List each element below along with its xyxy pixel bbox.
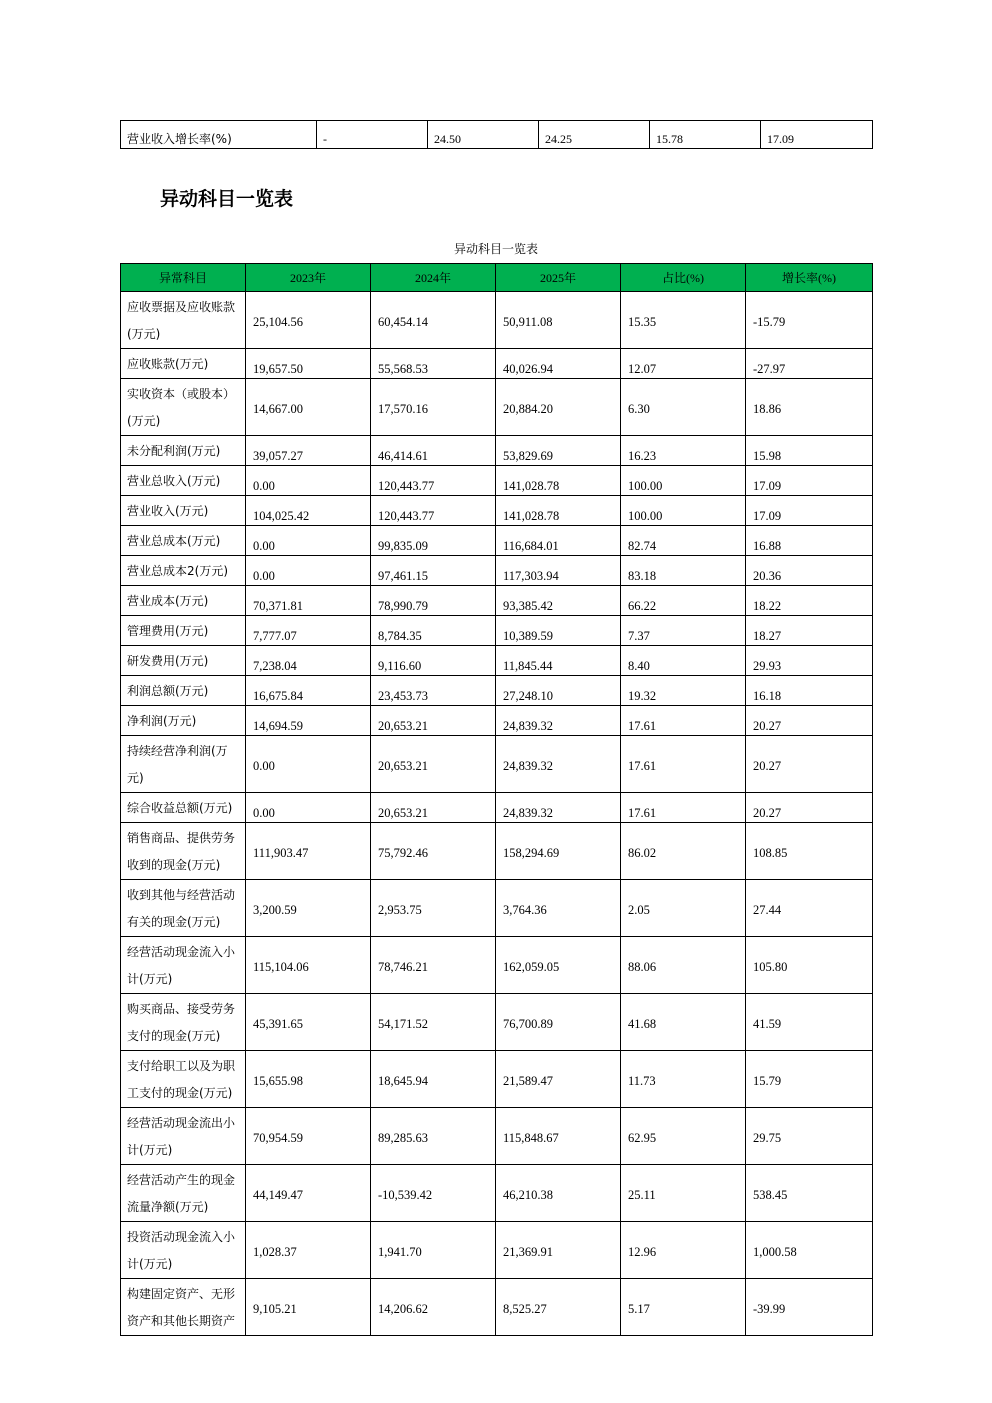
value-cell: 17.09	[746, 466, 873, 496]
column-header: 增长率(%)	[746, 264, 873, 292]
row-label: 营业收入增长率(%)	[121, 121, 317, 149]
table-row	[121, 556, 873, 586]
value-cell: 17,570.16	[371, 379, 496, 436]
item-label: 营业收入(万元)	[121, 496, 246, 526]
item-label: 支付给职工以及为职工支付的现金(万元)	[121, 1051, 246, 1108]
value-cell: 14,694.59	[246, 706, 371, 736]
value-cell: 18,645.94	[371, 1051, 496, 1108]
item-label: 应收账款(万元)	[121, 349, 246, 379]
item-label: 利润总额(万元)	[121, 676, 246, 706]
table-row	[121, 793, 873, 823]
value-cell: 1,941.70	[371, 1222, 496, 1279]
item-label: 未分配利润(万元)	[121, 436, 246, 466]
value-cell: 78,990.79	[371, 586, 496, 616]
value-cell: 46,414.61	[371, 436, 496, 466]
value-cell: 158,294.69	[496, 823, 621, 880]
column-header: 2023年	[246, 264, 371, 292]
value-cell: 15.35	[621, 292, 746, 349]
column-header: 2024年	[371, 264, 496, 292]
value-cell: 20,653.21	[371, 706, 496, 736]
item-label: 实收资本（或股本）(万元)	[121, 379, 246, 436]
value-cell: 20,653.21	[371, 793, 496, 823]
value-cell: 17.61	[621, 736, 746, 793]
value-cell: -27.97	[746, 349, 873, 379]
table-row	[121, 937, 873, 994]
item-label: 收到其他与经营活动有关的现金(万元)	[121, 880, 246, 937]
value-cell: 115,104.06	[246, 937, 371, 994]
value-cell: 45,391.65	[246, 994, 371, 1051]
value-cell: 120,443.77	[371, 466, 496, 496]
item-label: 营业总成本2(万元)	[121, 556, 246, 586]
value-cell: 27,248.10	[496, 676, 621, 706]
value-cell: 7,238.04	[246, 646, 371, 676]
header-row	[121, 264, 873, 292]
value-cell: 50,911.08	[496, 292, 621, 349]
item-label: 营业成本(万元)	[121, 586, 246, 616]
value-cell: 0.00	[246, 526, 371, 556]
value-cell: 8.40	[621, 646, 746, 676]
value-cell: 162,059.05	[496, 937, 621, 994]
value-cell: 86.02	[621, 823, 746, 880]
value-cell: 1,000.58	[746, 1222, 873, 1279]
column-header: 2025年	[496, 264, 621, 292]
value-cell: 100.00	[621, 466, 746, 496]
value-cell: 141,028.78	[496, 496, 621, 526]
table-row	[121, 292, 873, 349]
value-cell: 93,385.42	[496, 586, 621, 616]
item-label: 综合收益总额(万元)	[121, 793, 246, 823]
value-cell: 15.98	[746, 436, 873, 466]
value-cell: 14,667.00	[246, 379, 371, 436]
value-cell: 20.27	[746, 793, 873, 823]
value-cell: 75,792.46	[371, 823, 496, 880]
value-cell: 17.09	[746, 496, 873, 526]
value-cell: 16,675.84	[246, 676, 371, 706]
value-cell: 15,655.98	[246, 1051, 371, 1108]
item-label: 持续经营净利润(万元)	[121, 736, 246, 793]
value-cell: -15.79	[746, 292, 873, 349]
table-row	[121, 496, 873, 526]
value-cell: 3,764.36	[496, 880, 621, 937]
value-cell: 21,589.47	[496, 1051, 621, 1108]
item-label: 研发费用(万元)	[121, 646, 246, 676]
value-cell: 54,171.52	[371, 994, 496, 1051]
value-cell: 70,954.59	[246, 1108, 371, 1165]
table-row	[121, 436, 873, 466]
value-cell: 55,568.53	[371, 349, 496, 379]
value-cell: 83.18	[621, 556, 746, 586]
value-cell: 0.00	[246, 466, 371, 496]
value-cell: 97,461.15	[371, 556, 496, 586]
value-cell: 7,777.07	[246, 616, 371, 646]
value-cell: 19.32	[621, 676, 746, 706]
item-label: 净利润(万元)	[121, 706, 246, 736]
value-cell: 20.36	[746, 556, 873, 586]
table-row	[121, 1108, 873, 1165]
value-cell: 15.79	[746, 1051, 873, 1108]
value-cell: 88.06	[621, 937, 746, 994]
table-row	[121, 379, 873, 436]
table-caption: 异动科目一览表	[453, 242, 538, 256]
value-cell: 11.73	[621, 1051, 746, 1108]
value-cell: 2,953.75	[371, 880, 496, 937]
value-cell: 89,285.63	[371, 1108, 496, 1165]
value-cell: 120,443.77	[371, 496, 496, 526]
value-cell: 17.09	[761, 121, 873, 149]
value-cell: 25.11	[621, 1165, 746, 1222]
table-row	[121, 736, 873, 793]
value-cell: 8,784.35	[371, 616, 496, 646]
value-cell: 21,369.91	[496, 1222, 621, 1279]
item-label: 营业总收入(万元)	[121, 466, 246, 496]
value-cell: 18.22	[746, 586, 873, 616]
value-cell: 18.27	[746, 616, 873, 646]
value-cell: 15.78	[650, 121, 761, 149]
value-cell: 44,149.47	[246, 1165, 371, 1222]
value-cell: 27.44	[746, 880, 873, 937]
item-label: 经营活动现金流出小计(万元)	[121, 1108, 246, 1165]
value-cell: 23,453.73	[371, 676, 496, 706]
item-label: 投资活动现金流入小计(万元)	[121, 1222, 246, 1279]
abnormal-items-table	[120, 263, 873, 1336]
value-cell: 17.61	[621, 793, 746, 823]
table-row	[121, 994, 873, 1051]
item-label: 购买商品、接受劳务支付的现金(万元)	[121, 994, 246, 1051]
value-cell: 76,700.89	[496, 994, 621, 1051]
table-row	[121, 616, 873, 646]
value-cell: 46,210.38	[496, 1165, 621, 1222]
item-label: 应收票据及应收账款(万元)	[121, 292, 246, 349]
value-cell: 99,835.09	[371, 526, 496, 556]
table-row	[121, 823, 873, 880]
item-label: 构建固定资产、无形资产和其他长期资产	[121, 1279, 246, 1336]
value-cell: 62.95	[621, 1108, 746, 1165]
value-cell: 24,839.32	[496, 706, 621, 736]
value-cell: 82.74	[621, 526, 746, 556]
value-cell: 20,653.21	[371, 736, 496, 793]
value-cell: 538.45	[746, 1165, 873, 1222]
value-cell: 12.07	[621, 349, 746, 379]
value-cell: 17.61	[621, 706, 746, 736]
value-cell: 60,454.14	[371, 292, 496, 349]
value-cell: 104,025.42	[246, 496, 371, 526]
value-cell: 29.93	[746, 646, 873, 676]
value-cell: 20.27	[746, 736, 873, 793]
table-row	[121, 586, 873, 616]
item-label: 管理费用(万元)	[121, 616, 246, 646]
value-cell: 24,839.32	[496, 736, 621, 793]
table-row	[121, 1165, 873, 1222]
value-cell: 5.17	[621, 1279, 746, 1336]
column-header: 异常科目	[121, 264, 246, 292]
value-cell: 117,303.94	[496, 556, 621, 586]
value-cell: -10,539.42	[371, 1165, 496, 1222]
value-cell: 53,829.69	[496, 436, 621, 466]
value-cell: 0.00	[246, 736, 371, 793]
value-cell: 24.50	[428, 121, 539, 149]
value-cell: -	[317, 121, 428, 149]
item-label: 经营活动产生的现金流量净额(万元)	[121, 1165, 246, 1222]
value-cell: 41.68	[621, 994, 746, 1051]
value-cell: 25,104.56	[246, 292, 371, 349]
item-label: 经营活动现金流入小计(万元)	[121, 937, 246, 994]
value-cell: 0.00	[246, 556, 371, 586]
value-cell: 8,525.27	[496, 1279, 621, 1336]
growth-rate-table	[120, 120, 873, 149]
value-cell: 40,026.94	[496, 349, 621, 379]
table-row	[121, 1222, 873, 1279]
table-row	[121, 706, 873, 736]
value-cell: 6.30	[621, 379, 746, 436]
value-cell: 14,206.62	[371, 1279, 496, 1336]
table-row	[121, 526, 873, 556]
table-row	[121, 880, 873, 937]
value-cell: 24.25	[539, 121, 650, 149]
value-cell: 12.96	[621, 1222, 746, 1279]
value-cell: 0.00	[246, 793, 371, 823]
value-cell: 111,903.47	[246, 823, 371, 880]
value-cell: 11,845.44	[496, 646, 621, 676]
section-heading: 异动科目一览表	[160, 188, 294, 210]
value-cell: 24,839.32	[496, 793, 621, 823]
value-cell: 9,105.21	[246, 1279, 371, 1336]
value-cell: 9,116.60	[371, 646, 496, 676]
column-header: 占比(%)	[621, 264, 746, 292]
table-row	[121, 121, 873, 149]
item-label: 营业总成本(万元)	[121, 526, 246, 556]
value-cell: 108.85	[746, 823, 873, 880]
value-cell: 3,200.59	[246, 880, 371, 937]
value-cell: 39,057.27	[246, 436, 371, 466]
value-cell: 1,028.37	[246, 1222, 371, 1279]
value-cell: 10,389.59	[496, 616, 621, 646]
value-cell: 70,371.81	[246, 586, 371, 616]
table-row	[121, 676, 873, 706]
value-cell: 29.75	[746, 1108, 873, 1165]
table-row	[121, 1279, 873, 1336]
value-cell: 115,848.67	[496, 1108, 621, 1165]
value-cell: 105.80	[746, 937, 873, 994]
value-cell: 20,884.20	[496, 379, 621, 436]
table-row	[121, 646, 873, 676]
value-cell: 2.05	[621, 880, 746, 937]
value-cell: 18.86	[746, 379, 873, 436]
value-cell: -39.99	[746, 1279, 873, 1336]
table-row	[121, 466, 873, 496]
value-cell: 16.88	[746, 526, 873, 556]
value-cell: 141,028.78	[496, 466, 621, 496]
value-cell: 100.00	[621, 496, 746, 526]
item-label: 销售商品、提供劳务收到的现金(万元)	[121, 823, 246, 880]
table-row	[121, 1051, 873, 1108]
value-cell: 78,746.21	[371, 937, 496, 994]
value-cell: 19,657.50	[246, 349, 371, 379]
value-cell: 66.22	[621, 586, 746, 616]
value-cell: 16.23	[621, 436, 746, 466]
value-cell: 41.59	[746, 994, 873, 1051]
table-row	[121, 349, 873, 379]
value-cell: 7.37	[621, 616, 746, 646]
value-cell: 20.27	[746, 706, 873, 736]
value-cell: 116,684.01	[496, 526, 621, 556]
value-cell: 16.18	[746, 676, 873, 706]
